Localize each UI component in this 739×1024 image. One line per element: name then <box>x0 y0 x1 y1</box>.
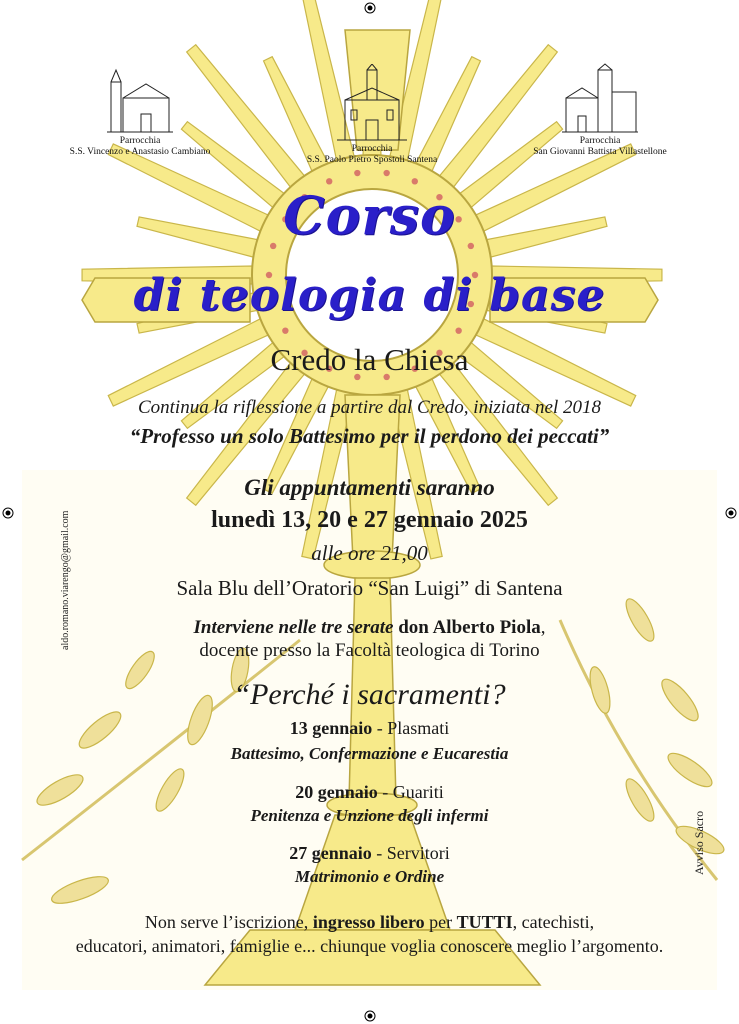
halo-dot <box>326 178 332 184</box>
halo-dot <box>412 178 418 184</box>
session-header <box>0 718 739 739</box>
parish-name: San Giovanni Battista Villastellone <box>533 147 667 157</box>
footer-line-1 <box>0 912 739 933</box>
speaker-role: docente presso la Facoltà teologica di Torino <box>199 640 540 661</box>
footer-free-entry: ingresso libero <box>312 912 425 932</box>
footer-text: Non serve l’iscrizione, <box>144 912 313 932</box>
church-icon <box>560 62 640 134</box>
intro-line-1: Continua la riflessione a partire dal Credo, iniziata nel 2018 <box>137 397 602 418</box>
intro-line-2: “Professo un solo Battesimo per il perdono dei peccati” <box>129 424 610 448</box>
session-theme: Plasmati <box>387 718 450 738</box>
appointments-heading: Gli appuntamenti saranno <box>244 475 495 500</box>
session-topic: Battesimo, Confermazione e Eucarestia <box>230 744 509 763</box>
parish-name: S.S. Paolo Pietro Spostoli Santena <box>306 155 438 165</box>
halo-dot <box>282 327 288 333</box>
speaker-line <box>0 617 739 639</box>
session-date: 20 gennaio <box>295 782 378 802</box>
session-sep: - <box>377 782 393 802</box>
footer-line-2: educatori, animatori, famiglie e... chiunque voglia conoscere meglio l’argomento. <box>75 936 664 956</box>
contact-email: aldo.romano.viarengo@gmail.com <box>60 510 71 650</box>
parish-villastellone <box>490 62 710 158</box>
session-sep: - <box>372 718 388 738</box>
title-line-2: di teologia di base <box>133 270 606 321</box>
footer-all: TUTTI <box>456 912 513 932</box>
parish-santena <box>262 64 482 166</box>
session-topic: Penitenza e Unzione degli infermi <box>250 806 489 825</box>
speaker-intro: Interviene nelle tre serate <box>193 617 394 638</box>
session-theme: Guariti <box>392 782 444 802</box>
session-date: 27 gennaio <box>289 843 372 863</box>
session-topic: Matrimonio e Ordine <box>294 867 445 886</box>
parish-cambiano <box>30 62 250 158</box>
session-sep: - <box>371 843 387 863</box>
parish-label: Parrocchia <box>351 144 393 154</box>
church-icon <box>337 64 407 142</box>
session-theme: Servitori <box>386 843 450 863</box>
halo-dot <box>354 170 360 176</box>
session-date: 13 gennaio <box>289 718 373 738</box>
halo-dot <box>383 170 389 176</box>
parish-label: Parrocchia <box>579 136 621 146</box>
church-icon <box>105 62 175 134</box>
footer-text: , catechisti, <box>512 912 595 932</box>
speaker-punct: , <box>540 617 546 638</box>
title-line-1: Corso <box>283 186 456 247</box>
avviso-sacro-label: Avviso Sacro <box>692 810 706 875</box>
registration-mark-icon <box>364 1010 376 1022</box>
halo-dot <box>455 327 461 333</box>
footer-text: per <box>424 912 457 932</box>
speaker-name: don Alberto Piola <box>398 617 541 638</box>
session-header <box>0 782 739 803</box>
appointments-time: alle ore 21,00 <box>311 541 428 565</box>
parish-name: S.S. Vincenzo e Anastasio Cambiano <box>69 147 211 157</box>
parish-label: Parrocchia <box>119 136 161 146</box>
sacraments-title: “Perché i sacramenti? <box>233 678 506 711</box>
appointments-venue: Sala Blu dell’Oratorio “San Luigi” di Santena <box>176 576 563 600</box>
subtitle: Credo la Chiesa <box>270 342 469 377</box>
registration-mark-icon <box>364 2 376 14</box>
session-header <box>0 843 739 864</box>
appointments-dates: lunedì 13, 20 e 27 gennaio 2025 <box>211 507 528 533</box>
